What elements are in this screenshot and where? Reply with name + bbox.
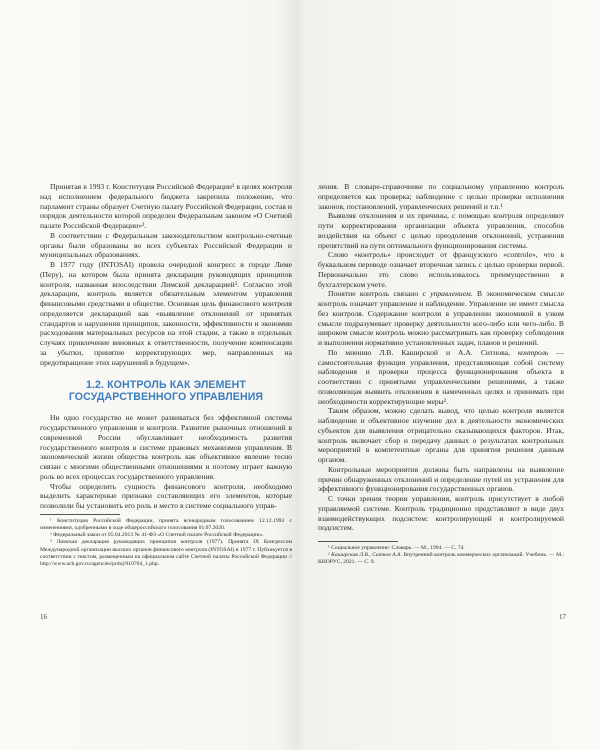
page-number-right: 17 [559, 613, 566, 621]
footnote-divider [318, 541, 398, 542]
right-paragraph: ления. В словаре-справочнике по социальному управлению контроль определяется как проверка; наблюдение с целью проверки исполнения законов, постановлений, управленческих решений и т.п.¹ [318, 182, 564, 211]
right-paragraph: Таким образом, можно сделать вывод, что целью контроля является наблюдение и объективное изучение дел в деятельности экономических субъектов для выявления отрицательно сказывающихся факторов. Итак, контроль включает сбор и передачу данных о результатах контрольных мероприятий в компетентные органы для принятия решения данным органом. [318, 406, 564, 464]
footnote-divider [40, 514, 120, 515]
left-paragraph: В 1977 году (INTOSAI) провела очередной конгресс в городе Лиме (Перу), на котором была принята декларация руководящих принципов контроля, названная впоследствии Лимской декларацией³. Согласно этой декларации, контроль является обязательным элементом управления финансовыми средствами в обществе. Основная цель финансового контроля определяется декларацией как «выявление отклонений от принятых стандартов и нарушения принципов, законности, эффективности и экономии расходования материальных ресурсов на этой стадии, а также в отдельных случаях привлечение виновных к ответственности, получение компенсации за убытки, принятие корректирующих мер, направленных на предотвращение этих нарушений в будущем». [40, 260, 292, 367]
left-paragraph: Принятая в 1993 г. Конституция Российской Федерации¹ в целях контроля над исполнением федерального бюджета закрепила положение, что парламент страны образует Счетную палату Российской Федерации, состав и порядок деятельности которой определен Федеральным законом «О Счетной палате Российской Федерации»². [40, 182, 292, 230]
footnote [318, 552, 564, 566]
text-run: . В экономическом смысле контроль означает управление и наблюдение. Управление не имеет смысла без контроля. Содержание контроля в управлении экономикой в узком смысле подразумевает проверку деятельности кого-либо или чего-либо. В широком смысле контроль можно рассматривать как проверку соблюдения и выполнения нормативно установленных задач, планов и решений. [318, 289, 564, 347]
footnote-text: Внутренний контроль коммерческих организаций. Учебник. — М.: КНОРУС, 2021. — С. 9. [318, 552, 564, 566]
footnote: ³ Лимская декларация руководящих принципов контроля (1977). Принята IX Конгрессом Международной организации высших органов финансового контроля (INTOSAI) в 1977 г. Публикуется в соответствии с текстом, размещенным на официальном сайте Счетной палаты Российской Федерации // http://www.ach.gov.ru/agencies/prdoj/010704_1.php. [40, 539, 292, 567]
left-footnotes [40, 518, 292, 568]
text-run: — самостоятельная функция управления, представляющая собой систему наблюдения и проверки процесса функционирования объекта в соответствии с принятыми управленческими решениями, а также позволяющая выявить отклонения в намеченных целях и принимать при необходимости корректирующие меры². [318, 347, 564, 406]
left-page-text [40, 182, 292, 568]
footnote: ¹ Конституция Российской Федерации, принята всенародным голосованием 12.12.1993 с изменениями, одобренными в ходе общероссийского голосования 01.07.2020. [40, 517, 292, 531]
text-run: По мнению Л.В. Каширской и А.А. Ситнова, [328, 347, 518, 357]
right-paragraph: С точки зрения теории управления, контроль присутствует в любой управляемой системе. Контроль традиционно представляют в виде двух взаимодействующих подсистем: контролирующей и контролируемой подсистем. [318, 494, 564, 533]
section-heading: 1.2. КОНТРОЛЬ КАК ЭЛЕМЕНТ ГОСУДАРСТВЕННОГО УПРАВЛЕНИЯ [68, 379, 264, 404]
right-paragraph [318, 289, 564, 348]
left-paragraph: Чтобы определить сущность финансового контроля, необходимо выделить характерные признаки составляющих его элементов, которые позволили бы установить его роль и место в системе социального управ- [40, 481, 292, 510]
right-footnotes [318, 545, 564, 567]
left-paragraph: В соответствии с Федеральным законодательством контрольно-счетные органы были образованы во всех субъектах Российской Федерации и муниципальных образованиях. [40, 230, 292, 260]
right-paragraph: Слово «контроль» происходит от французского «controle», что в буквальном переводе означает вторичная запись с целью проверки первой. Первоначально это слово использовалось преимущественно в бухгалтерском учете. [318, 250, 564, 289]
right-page-text [318, 182, 564, 567]
right-paragraph: Выявляя отклонения и их причины, с помощью контроля определяют пути корректирования организации объекта управления, способов воздействия на объект с целью преодоления отклонений, устранения препятствий на пути оптимального функционирования системы. [318, 211, 564, 250]
emphasis-term: контроль [517, 347, 549, 357]
right-paragraph: Контрольные мероприятия должны быть направлены на выявление причин обнаруженных отклонений и определение путей их устранения для эффективного функционирования государственных органов. [318, 464, 564, 494]
page-number-left: 16 [40, 613, 47, 621]
footnote-mark: ² [328, 552, 330, 559]
footnote: ² Федеральный закон от 05.04.2013 № 41-ФЗ «О Счетной палате Российской Федерации». [50, 532, 264, 539]
left-paragraph: Ни одно государство не может развиваться без эффективной системы государственного управления и контроля. Развитие рыночных отношений в современной России обуславливает необходимость развития государственного контроля в системе правовых механизмов управления. В экономической жизни общества контроль как объективное явление тесно связан с многими общественными отношениями и поэтому играет важную роль во всех процессах государственного управления. [40, 413, 292, 481]
right-paragraph [318, 348, 564, 407]
emphasis-term: управлением [430, 289, 471, 299]
footnote-authors: Каширская Л.В., Ситнов А.А. [331, 552, 402, 559]
text-run: Понятие контроль связано с [328, 289, 431, 299]
footnote: ¹ Социальное управление: Словарь. — М., 1994. — С. 74. [328, 545, 465, 551]
